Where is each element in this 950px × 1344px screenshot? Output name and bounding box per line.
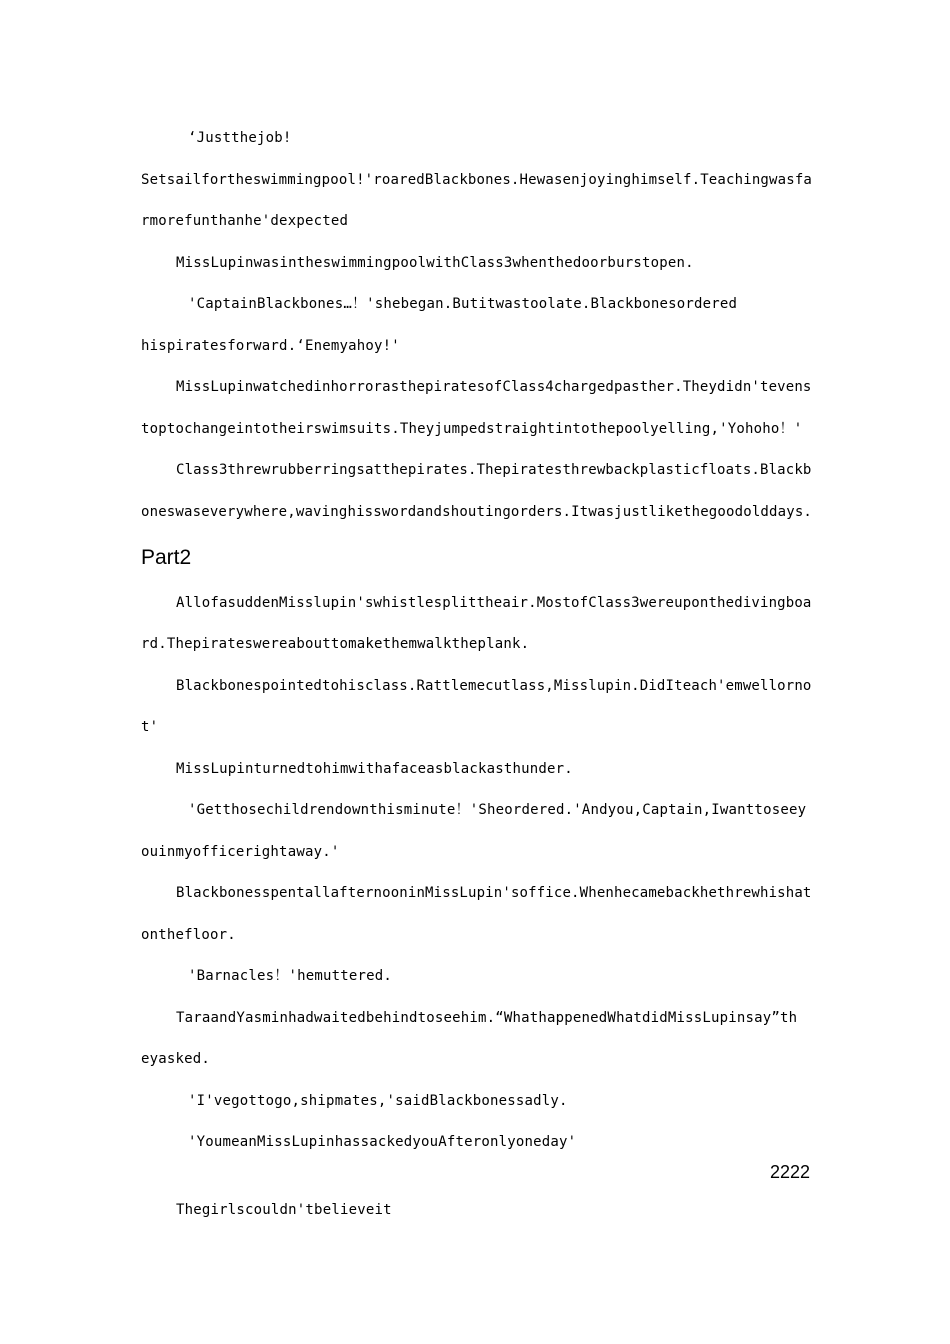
- paragraph-line: toptochangeintotheirswimsuits.Theyjumpedstraightintothepoolyelling,'Yohoho！': [141, 421, 803, 437]
- paragraph-line: rd.Thepirateswereabouttomakethemwalktheplank.: [141, 636, 530, 652]
- paragraph-line: t': [141, 719, 159, 735]
- section-heading: Part2: [141, 546, 192, 569]
- paragraph-line: AllofasuddenMisslupin'swhistlesplittheair.MostofClass3wereuponthedivingboa: [176, 595, 812, 611]
- paragraph-line: Class3threwrubberringsatthepirates.Thepiratesthrewbackplasticfloats.Blackb: [176, 462, 812, 478]
- paragraph-line: rmorefunthanhe'dexpected: [141, 213, 349, 229]
- paragraph-line: MissLupinturnedtohimwithafaceasblackasthunder.: [176, 761, 573, 777]
- paragraph-line: eyasked.: [141, 1051, 211, 1067]
- paragraph-line: 'YoumeanMissLupinhassackedyouAfteronlyoneday': [188, 1134, 577, 1150]
- paragraph-line: 'Barnacles！'hemuttered.: [188, 968, 393, 984]
- paragraph-line: hispiratesforward.‘Enemyahoy!': [141, 338, 400, 354]
- page-number: 2222: [770, 1162, 811, 1182]
- paragraph-line: 'Getthosechildrendownthisminute！'Sheordered.'Andyou,Captain,Iwanttoseey: [188, 802, 807, 818]
- paragraph-line: 'I'vegottogo,shipmates,'saidBlackbonessadly.: [188, 1093, 568, 1109]
- paragraph-line: Blackbonespointedtohisclass.Rattlemecutlass,Misslupin.DidIteach'emwellorno: [176, 678, 812, 694]
- paragraph-line: Setsailfortheswimmingpool!'roaredBlackbones.Hewasenjoyinghimself.Teachingwasfa: [141, 172, 813, 188]
- paragraph-line: MissLupinwasintheswimmingpoolwithClass3whenthedoorburstopen.: [176, 255, 694, 271]
- paragraph-line: onthefloor.: [141, 927, 236, 943]
- paragraph-line: 'CaptainBlackbones…！'shebegan.Butitwastoolate.Blackbonesordered: [188, 296, 738, 312]
- paragraph-line: ouinmyofficerightaway.': [141, 844, 340, 860]
- paragraph-line: BlackbonesspentallafternooninMissLupin'soffice.Whenhecamebackhethrewhishat: [176, 885, 812, 901]
- paragraph-line: oneswaseverywhere,wavinghisswordandshoutingorders.Itwasjustlikethegoodolddays.: [141, 504, 813, 520]
- paragraph-line: Thegirlscouldn'tbelieveit: [176, 1202, 392, 1218]
- paragraph-line: MissLupinwatchedinhorrorasthepiratesofClass4chargedpasther.Theydidn'tevens: [176, 379, 812, 395]
- paragraph-line: ‘Justthejob!: [188, 130, 292, 146]
- paragraph-line: TaraandYasminhadwaitedbehindtoseehim.“WhathappenedWhatdidMissLupinsay”th: [176, 1010, 798, 1026]
